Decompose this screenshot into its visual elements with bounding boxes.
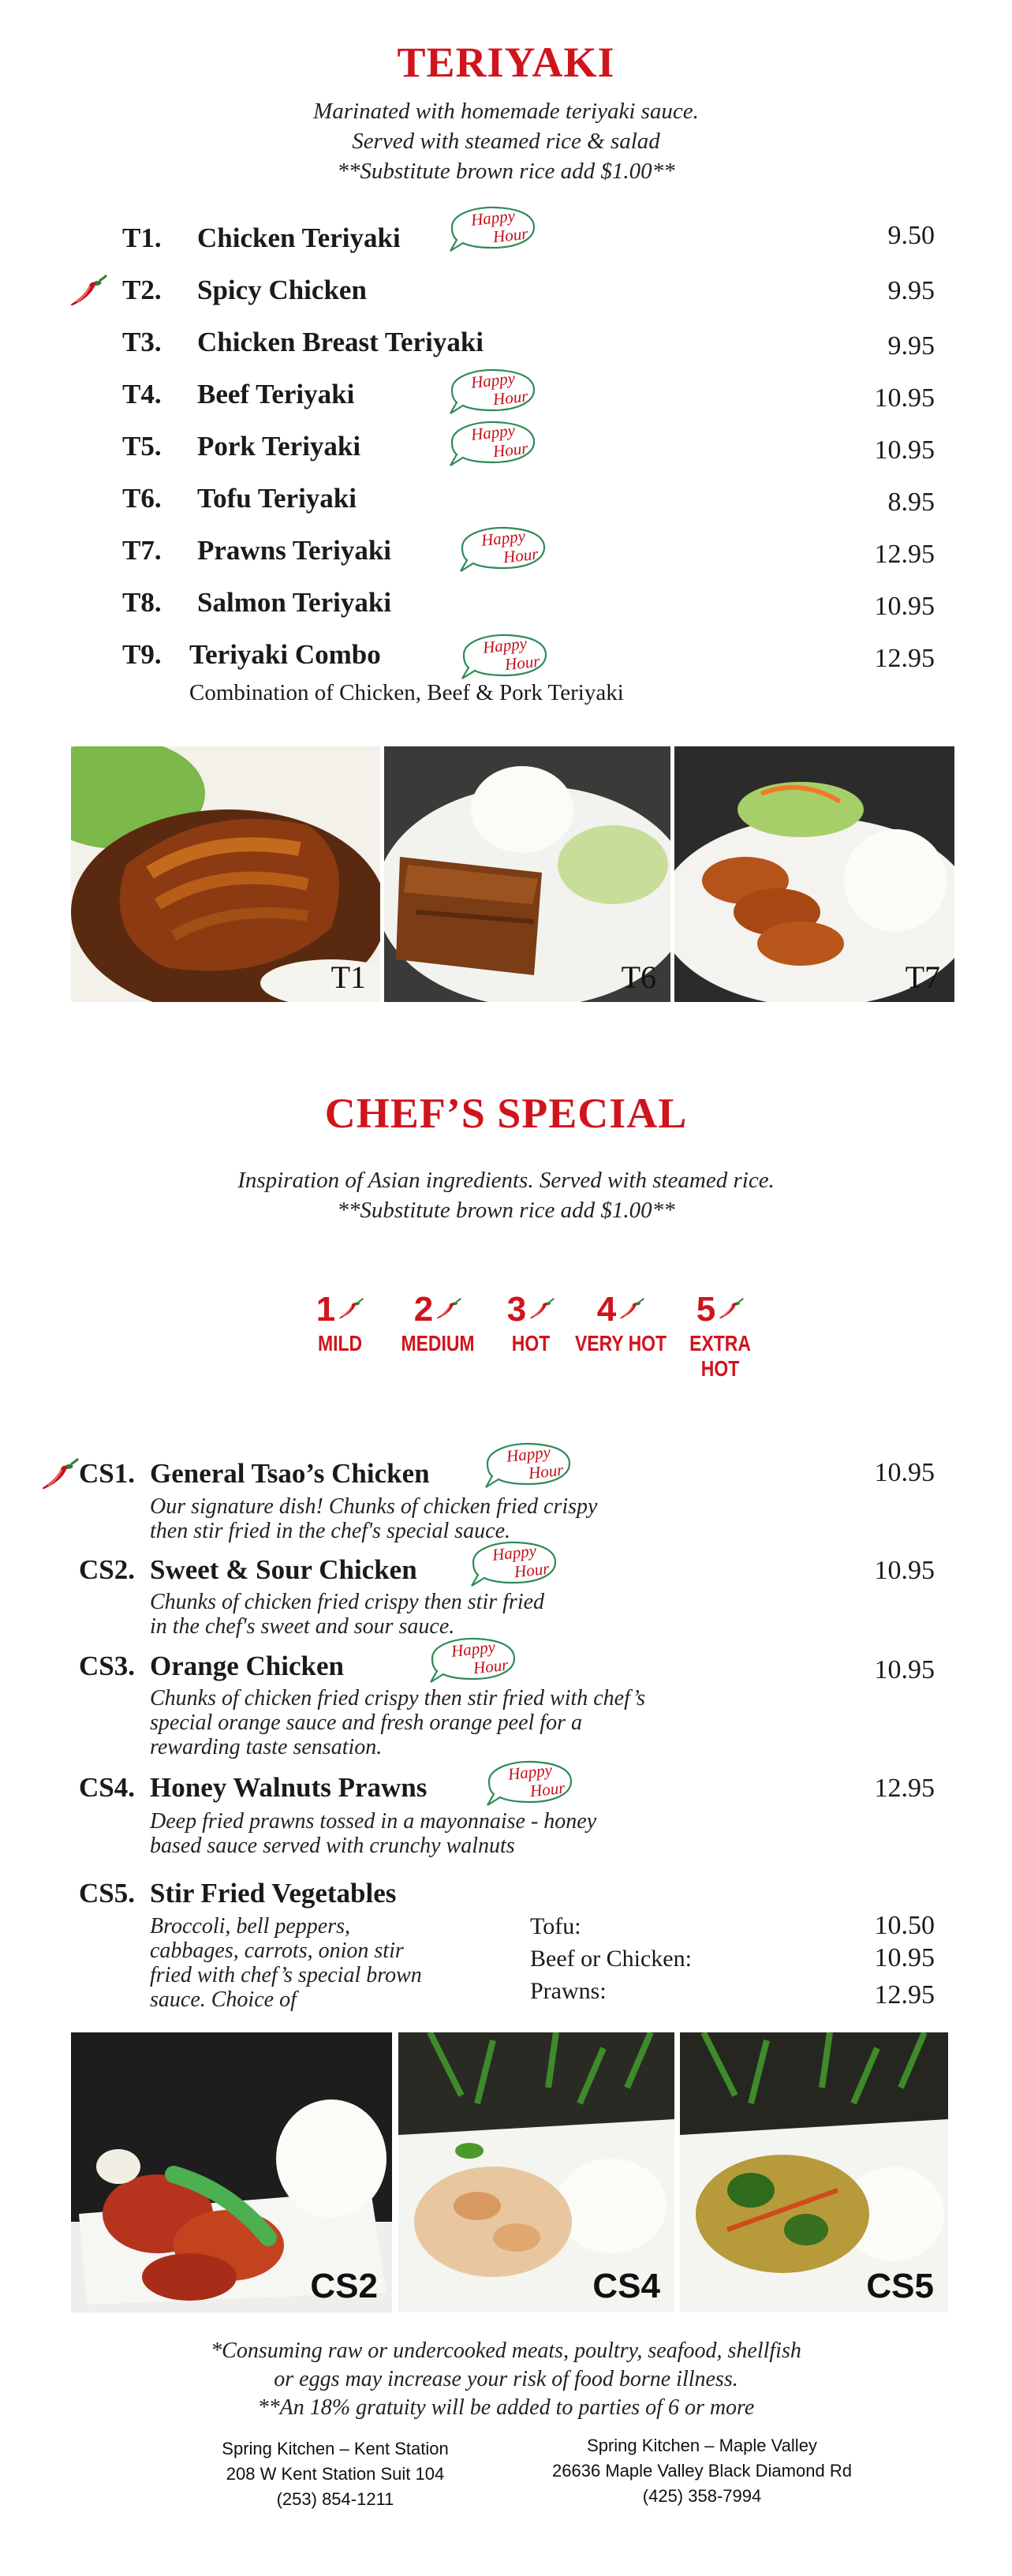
description-line: special orange sauce and fresh orange peel for a [150,1710,582,1735]
food-photo-t6 [384,746,670,1002]
teriyaki-item-price: 12.95 [874,644,935,673]
option-price: 12.95 [874,1980,935,2010]
teriyaki-subtitle-line: **Substitute brown rice add $1.00** [337,159,675,184]
description-line: Chunks of chicken fried crispy then stir fried [150,1590,545,1614]
spice-level-number: 5 [696,1290,716,1329]
teriyaki-item-name: Chicken Teriyaki [197,222,401,253]
location-address: 208 W Kent Station Suit 104 [226,2464,445,2484]
chefs-item-price: 12.95 [874,1774,935,1803]
chefs-item-name: Honey Walnuts Prawns [150,1772,428,1803]
teriyaki-subtitle-line: Served with steamed rice & salad [352,129,660,154]
happy-hour-text: Happy [469,206,517,230]
happy-hour-badge [446,366,539,417]
option-price: 10.95 [874,1943,935,1972]
chefs-special-subtitle-line: **Substitute brown rice add $1.00** [337,1198,675,1223]
chefs-item-description [150,1590,544,1639]
location-phone: (425) 358-7994 [642,2486,762,2506]
location-name: Spring Kitchen – Kent Station [222,2439,449,2458]
happy-hour-text: Hour [513,1558,551,1582]
photo-label: T1 [330,959,366,995]
spice-level-label: VERY HOT [574,1331,667,1355]
chefs-item-code: CS1. [79,1458,135,1489]
description-line: in the chef's sweet and sour sauce. [150,1614,455,1639]
food-photo-cs4 [398,2032,674,2312]
teriyaki-item-code: T5. [122,431,162,462]
description-line: Broccoli, bell peppers, [150,1914,351,1939]
chefs-item-price: 10.95 [874,1556,935,1585]
chefs-item-code: CS4. [79,1772,135,1803]
happy-hour-text: Hour [527,1460,565,1483]
happy-hour-badge [426,1635,519,1685]
chefs-item-code: CS5. [79,1878,135,1909]
photo-label: CS4 [592,2267,660,2305]
teriyaki-item-name: Pork Teriyaki [197,431,361,462]
description-line: fried with chef’s special brown [150,1963,422,1987]
chili-pepper-icon [436,1297,461,1321]
photo-label: T7 [905,959,940,995]
chefs-item-description [150,1809,596,1858]
teriyaki-subtitle-line: Marinated with homemade teriyaki sauce. [313,99,699,124]
footer-note-line: or eggs may increase your risk of food borne illness. [274,2367,738,2391]
happy-hour-text: Happy [450,1637,497,1661]
option-label: Beef or Chicken: [530,1946,692,1972]
happy-hour-badge [446,418,539,469]
chefs-item-name: Stir Fried Vegetables [150,1878,397,1909]
teriyaki-item-name: Spicy Chicken [197,275,367,305]
chefs-item-price: 10.95 [874,1655,935,1684]
photo-label: CS2 [310,2267,378,2305]
description-line: Our signature dish! Chunks of chicken fried crispy [150,1494,598,1519]
description-line: cabbages, carrots, onion stir [150,1939,404,1963]
teriyaki-item-name: Tofu Teriyaki [197,483,357,514]
chefs-item-description [150,1686,645,1759]
spice-level-label: MILD [317,1331,363,1355]
description-line: based sauce served with crunchy walnuts [150,1834,515,1858]
food-photo-t7 [674,746,954,1002]
happy-hour-text: Hour [491,223,529,247]
teriyaki-item-price: 8.95 [887,488,935,517]
location-phone: (253) 854-1211 [276,2489,394,2509]
teriyaki-item-code: T8. [122,587,162,618]
teriyaki-item-code: T3. [122,327,162,357]
happy-hour-badge [457,631,551,682]
location-address: 26636 Maple Valley Black Diamond Rd [552,2461,852,2481]
chefs-item-description [150,1914,422,2012]
happy-hour-text: Happy [491,1541,538,1565]
chili-pepper-icon [619,1297,644,1321]
happy-hour-text: Happy [505,1442,552,1466]
happy-hour-text: Happy [481,634,528,657]
teriyaki-item-name: Chicken Breast Teriyaki [197,327,484,357]
teriyaki-item-price: 9.50 [887,221,935,250]
happy-hour-text: Hour [528,1778,566,1801]
chefs-special-title: CHEF’S SPECIAL [324,1090,688,1137]
happy-hour-badge [483,1758,576,1808]
spice-level-number: 3 [506,1290,527,1329]
location-maple-valley [513,2433,891,2509]
chefs-item-name: General Tsao’s Chicken [150,1458,430,1489]
happy-hour-badge [467,1538,560,1589]
description-line: Deep fried prawns tossed in a mayonnaise - honey [150,1809,597,1834]
chili-pepper-icon [719,1297,744,1321]
chefs-item-name: Sweet & Sour Chicken [150,1554,417,1585]
teriyaki-item-code: T4. [122,379,162,409]
photo-label: CS5 [866,2267,934,2305]
spice-level-label: HOT [511,1331,551,1355]
teriyaki-item-code: T6. [122,483,162,514]
chili-pepper-icon [529,1297,555,1321]
chili-pepper-icon [69,275,107,308]
description-line: sauce. Choice of [150,1987,297,2012]
chefs-special-subtitle-line: Inspiration of Asian ingredients. Served with steamed rice. [237,1168,775,1193]
teriyaki-subtitle [0,96,1012,186]
chefs-item-price: 10.95 [874,1458,935,1487]
teriyaki-item-price: 10.95 [874,383,935,413]
chefs-item-name: Orange Chicken [150,1651,344,1681]
happy-hour-badge [446,204,539,254]
chili-pepper-icon [338,1297,364,1321]
spice-level-number: 4 [596,1290,617,1329]
food-photo-t1 [71,746,380,1002]
description-line: then stir fried in the chef's special sauce. [150,1519,511,1543]
teriyaki-item-price: 10.95 [874,592,935,621]
spice-level-number: 1 [316,1290,336,1329]
spice-level-label: MEDIUM [401,1331,475,1355]
happy-hour-text: Happy [506,1760,554,1784]
teriyaki-title: TERIYAKI [397,39,615,86]
spice-level-5 [661,1290,779,1381]
happy-hour-text: Hour [502,544,540,567]
happy-hour-text: Hour [472,1654,510,1678]
teriyaki-item-name: Prawns Teriyaki [197,535,392,566]
teriyaki-item-code: T9. [122,639,162,670]
teriyaki-item-name: Teriyaki Combo [189,639,381,670]
happy-hour-badge [456,524,549,574]
teriyaki-item-code: T1. [122,222,162,253]
happy-hour-text: Hour [491,386,529,409]
location-kent [170,2436,501,2512]
location-name: Spring Kitchen – Maple Valley [587,2436,817,2455]
description-line: Chunks of chicken fried crispy then stir fried with chef’s [150,1686,646,1710]
teriyaki-item-name: Salmon Teriyaki [197,587,392,618]
spice-level-number: 2 [413,1290,434,1329]
happy-hour-text: Hour [503,651,541,675]
chili-pepper-icon [41,1458,79,1491]
chefs-item-code: CS2. [79,1554,135,1585]
teriyaki-item-price: 9.95 [887,276,935,305]
photo-label: T6 [621,959,656,995]
happy-hour-text: Happy [480,526,527,550]
option-label: Tofu: [530,1913,581,1939]
chefs-special-subtitle [0,1165,1012,1225]
teriyaki-item-price: 9.95 [887,331,935,361]
teriyaki-item-code: T7. [122,535,162,566]
chefs-item-code: CS3. [79,1651,135,1681]
teriyaki-item-description: Combination of Chicken, Beef & Pork Teriyaki [189,680,624,705]
description-line: rewarding taste sensation. [150,1735,383,1759]
footer-note-line: *Consuming raw or undercooked meats, poultry, seafood, shellfish [211,2339,801,2363]
option-price: 10.50 [874,1911,935,1940]
happy-hour-text: Happy [469,368,517,392]
spice-level-label: EXTRA HOT [689,1331,751,1381]
footer-note-line: **An 18% gratuity will be added to parties of 6 or more [257,2395,755,2420]
option-label: Prawns: [530,1978,607,2004]
teriyaki-item-code: T2. [122,275,162,305]
chefs-item-description [150,1494,597,1543]
footer-notes [0,2337,1012,2422]
food-photo-cs5 [680,2032,948,2312]
teriyaki-item-price: 12.95 [874,540,935,569]
teriyaki-item-price: 10.95 [874,436,935,465]
teriyaki-item-name: Beef Teriyaki [197,379,355,409]
happy-hour-badge [481,1440,574,1490]
happy-hour-text: Happy [469,421,517,444]
happy-hour-text: Hour [491,438,529,462]
food-photo-cs2 [71,2032,392,2312]
